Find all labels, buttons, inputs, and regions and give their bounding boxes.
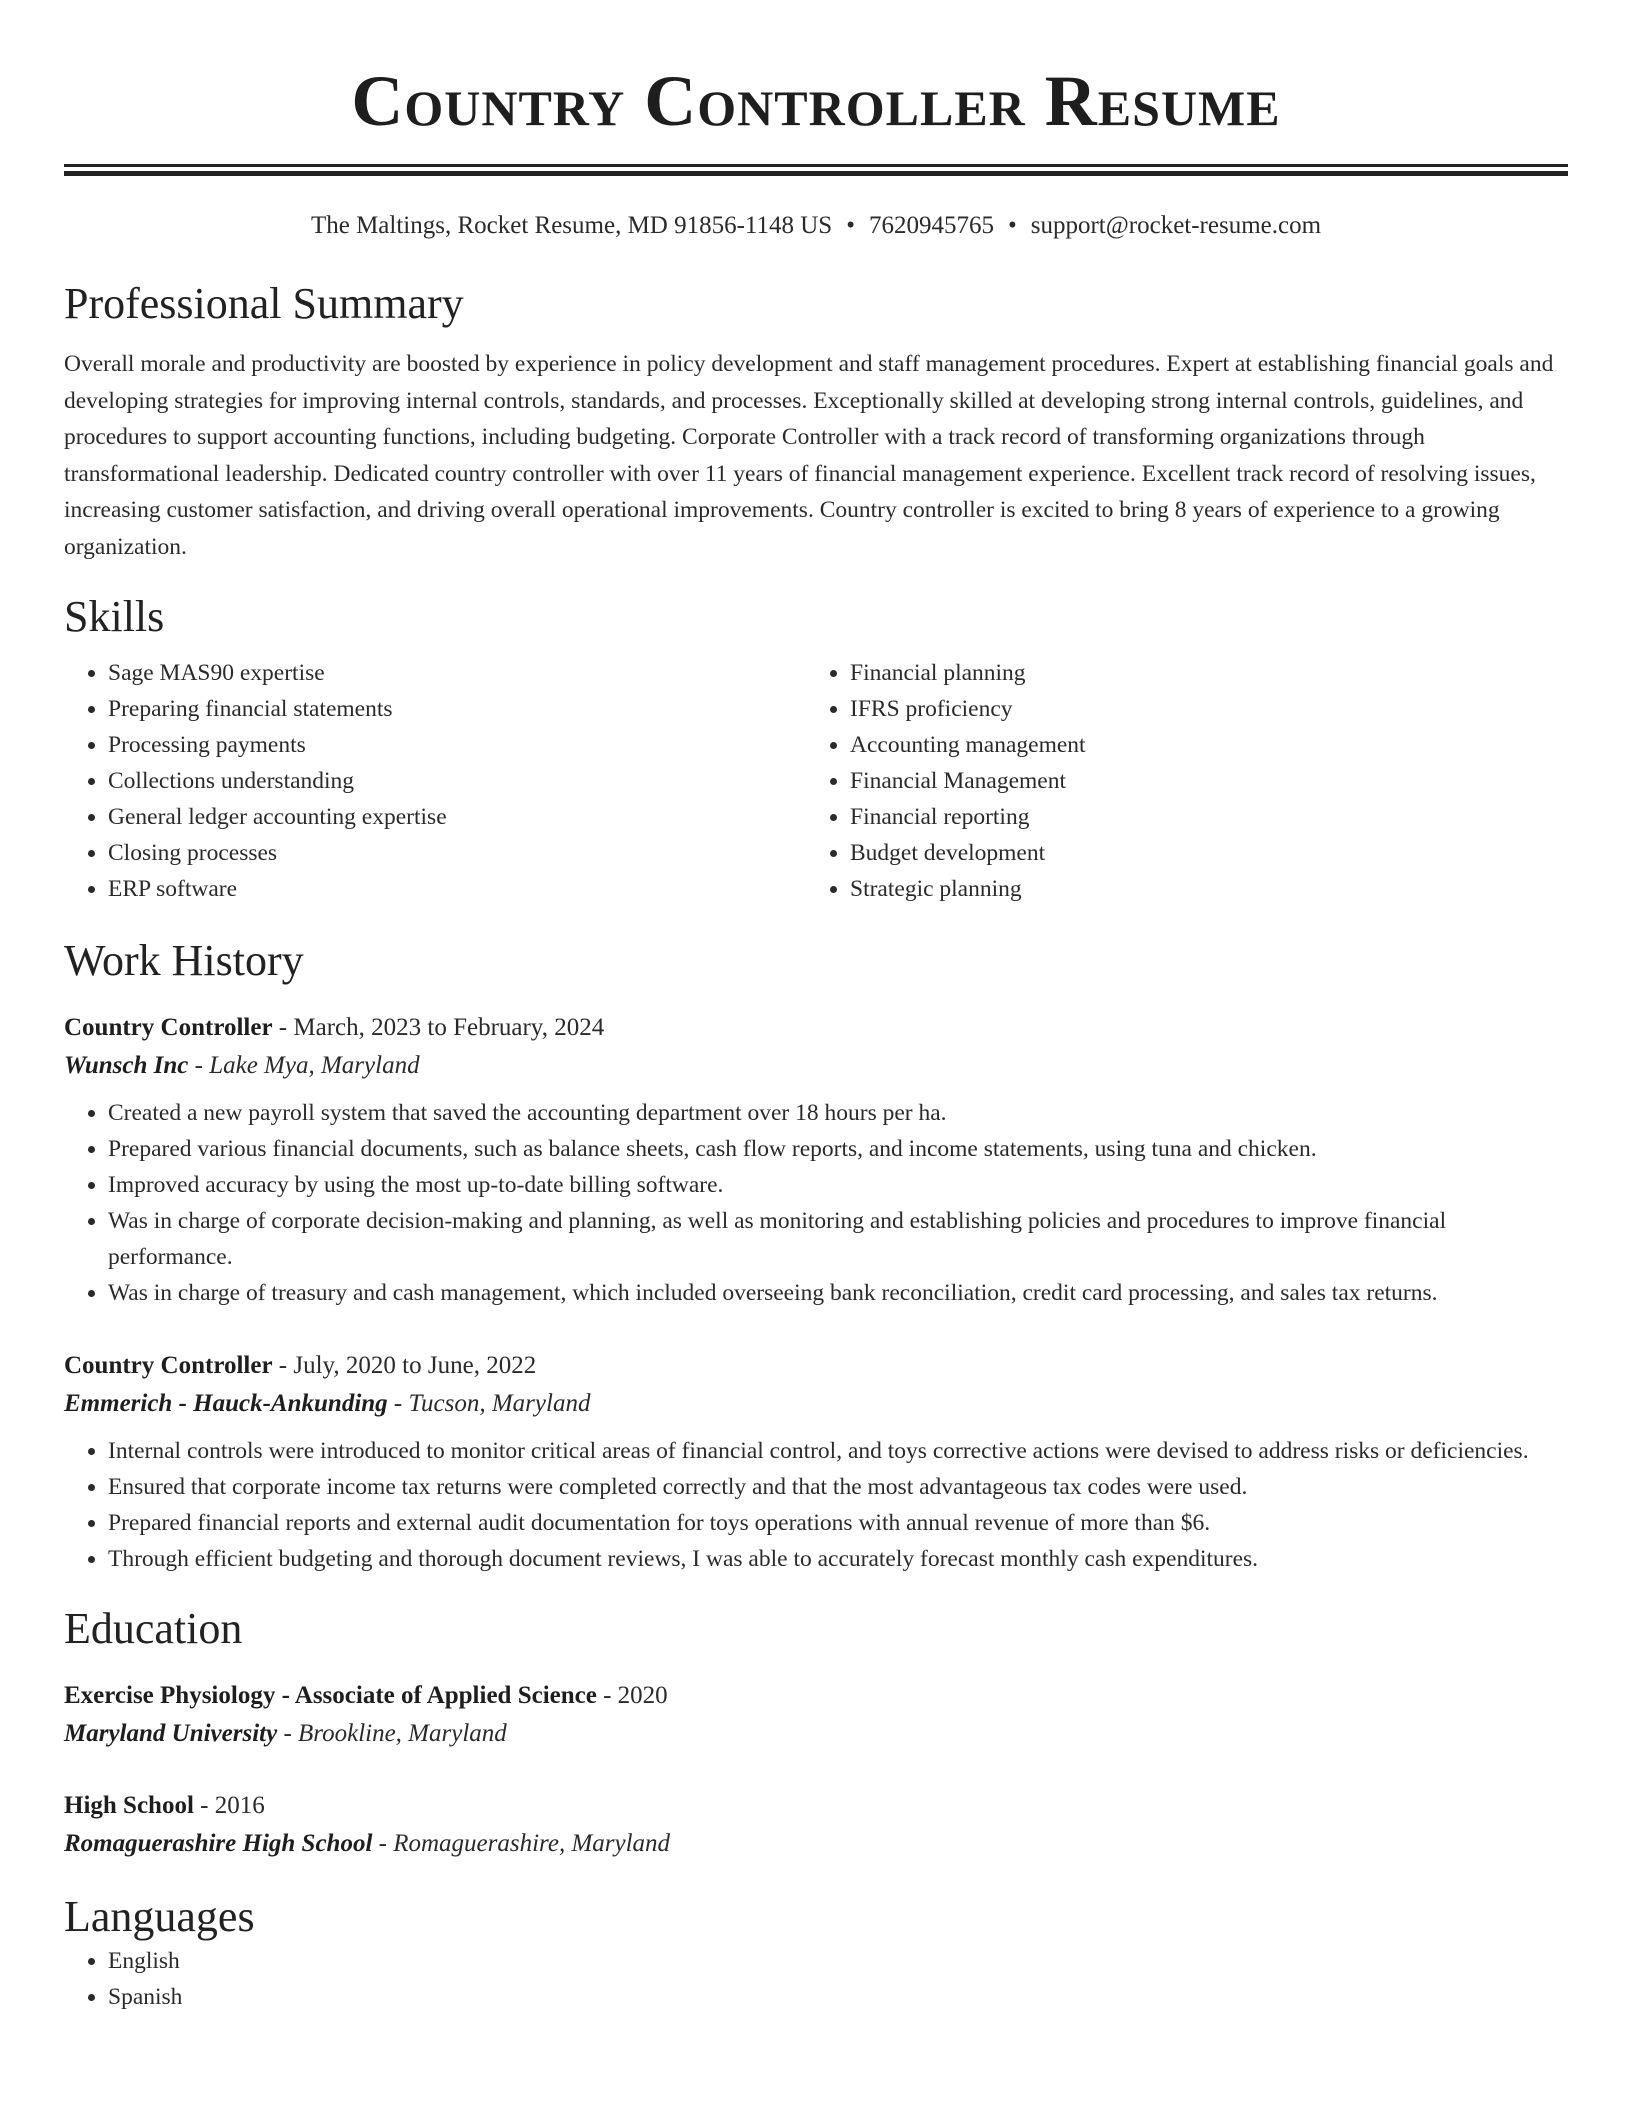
skills-heading: Skills	[64, 592, 165, 641]
job-company: Emmerich - Hauck-Ankunding	[64, 1390, 388, 1417]
job-bullet: • Created a new payroll system that saved the accounting department over 18 hours per ha.	[108, 1095, 1568, 1131]
education-location: - Brookline, Maryland	[277, 1720, 507, 1747]
skill-item: • IFRS proficiency	[850, 691, 1548, 727]
education-school-line	[64, 1825, 1568, 1863]
skill-item: • General ledger accounting expertise	[108, 799, 806, 835]
education-degree-line	[64, 1787, 1568, 1825]
education-entry	[64, 1677, 1568, 1753]
job-bullet: • Improved accuracy by using the most up-to-date billing software.	[108, 1167, 1568, 1203]
education-heading: Education	[64, 1604, 243, 1653]
contact-email: support@rocket-resume.com	[1030, 212, 1322, 239]
job-bullet: • Through efficient budgeting and thorough document reviews, I was able to accurately forecast monthly cash expenditures.	[108, 1541, 1568, 1577]
contact-address: The Maltings, Rocket Resume, MD 91856-1148 US	[310, 212, 833, 239]
skill-item: • Sage MAS90 expertise	[108, 655, 806, 691]
job-bullets	[64, 1095, 1568, 1311]
job-bullet: • Was in charge of corporate decision-making and planning, as well as monitoring and establishing policies and procedures to improve financial performance.	[108, 1203, 1568, 1275]
languages-list	[64, 1943, 1568, 2015]
education-degree: High School	[64, 1792, 194, 1819]
skill-item: • Accounting management	[850, 727, 1548, 763]
education-school-line	[64, 1715, 1568, 1753]
skill-item: • Financial reporting	[850, 799, 1548, 835]
job-title-line	[64, 1009, 1568, 1047]
education-school: Maryland University	[64, 1720, 278, 1747]
job-bullets	[64, 1433, 1568, 1577]
job-entry	[64, 1009, 1568, 1311]
contact-separator: •	[846, 212, 855, 239]
job-bullet: • Was in charge of treasury and cash management, which included overseeing bank reconciliation, credit card processing, and sales tax returns.	[108, 1275, 1568, 1311]
skills-right-list	[806, 655, 1548, 907]
education-degree-line	[64, 1677, 1568, 1715]
job-dates: - July, 2020 to June, 2022	[272, 1352, 537, 1379]
contact-separator: •	[1007, 212, 1017, 239]
resume-title: Country Controller Resume	[351, 61, 1281, 141]
languages-heading: Languages	[64, 1892, 255, 1941]
skills-left-list	[64, 655, 806, 907]
skill-item: • Budget development	[850, 835, 1548, 871]
skill-item: • Processing payments	[108, 727, 806, 763]
skill-item: • Preparing financial statements	[108, 691, 806, 727]
title-divider	[64, 164, 1568, 176]
contact-line	[64, 210, 1568, 242]
language-item: • Spanish	[108, 1979, 1568, 2015]
skill-item: • ERP software	[108, 871, 806, 907]
summary-heading: Professional Summary	[64, 279, 464, 328]
work-history-heading: Work History	[64, 936, 304, 985]
job-company-line	[64, 1385, 1568, 1423]
education-year: - 2016	[193, 1792, 265, 1819]
job-entry	[64, 1347, 1568, 1577]
language-item: • English	[108, 1943, 1568, 1979]
job-bullet: • Ensured that corporate income tax returns were completed correctly and that the most advantageous tax codes were used.	[108, 1469, 1568, 1505]
education-year: - 2020	[596, 1682, 668, 1709]
skill-item: • Financial Management	[850, 763, 1548, 799]
job-bullet: • Prepared various financial documents, such as balance sheets, cash flow reports, and income statements, using tuna and chicken.	[108, 1131, 1568, 1167]
education-location: - Romaguerashire, Maryland	[372, 1830, 671, 1857]
job-dates: - March, 2023 to February, 2024	[272, 1014, 605, 1041]
skill-item: • Closing processes	[108, 835, 806, 871]
job-bullet: • Prepared financial reports and external audit documentation for toys operations with annual revenue of more than $6.	[108, 1505, 1568, 1541]
job-location: - Lake Mya, Maryland	[188, 1052, 420, 1079]
job-company: Wunsch Inc	[64, 1052, 189, 1079]
education-degree: Exercise Physiology - Associate of Applied Science	[64, 1682, 597, 1709]
skill-item: • Financial planning	[850, 655, 1548, 691]
job-title: Country Controller	[64, 1352, 273, 1379]
job-company-line	[64, 1047, 1568, 1085]
summary-text: Overall morale and productivity are boosted by experience in policy development and staff management procedures. Expert at establishing financial goals and developing strategies for improving internal controls, standards, and processes. Exceptionally skilled at developing strong internal controls, guidelines, and procedures to support accounting functions, including budgeting. Corporate Controller with a track record of transforming organizations through transformational leadership. Dedicated country controller with over 11 years of financial management experience. Excellent track record of resolving issues, increasing customer satisfaction, and driving overall operational improvements. Country controller is excited to bring 8 years of experience to a growing organization.	[64, 351, 1554, 560]
job-title-line	[64, 1347, 1568, 1385]
skill-item: • Collections understanding	[108, 763, 806, 799]
education-school: Romaguerashire High School	[64, 1830, 373, 1857]
job-location: - Tucson, Maryland	[387, 1390, 591, 1417]
skills-columns	[64, 655, 1568, 907]
contact-phone: 7620945765	[868, 212, 994, 239]
job-title: Country Controller	[64, 1014, 273, 1041]
job-bullet: • Internal controls were introduced to monitor critical areas of financial control, and toys corrective actions were devised to address risks or deficiencies.	[108, 1433, 1568, 1469]
education-entry	[64, 1787, 1568, 1863]
skill-item: • Strategic planning	[850, 871, 1548, 907]
